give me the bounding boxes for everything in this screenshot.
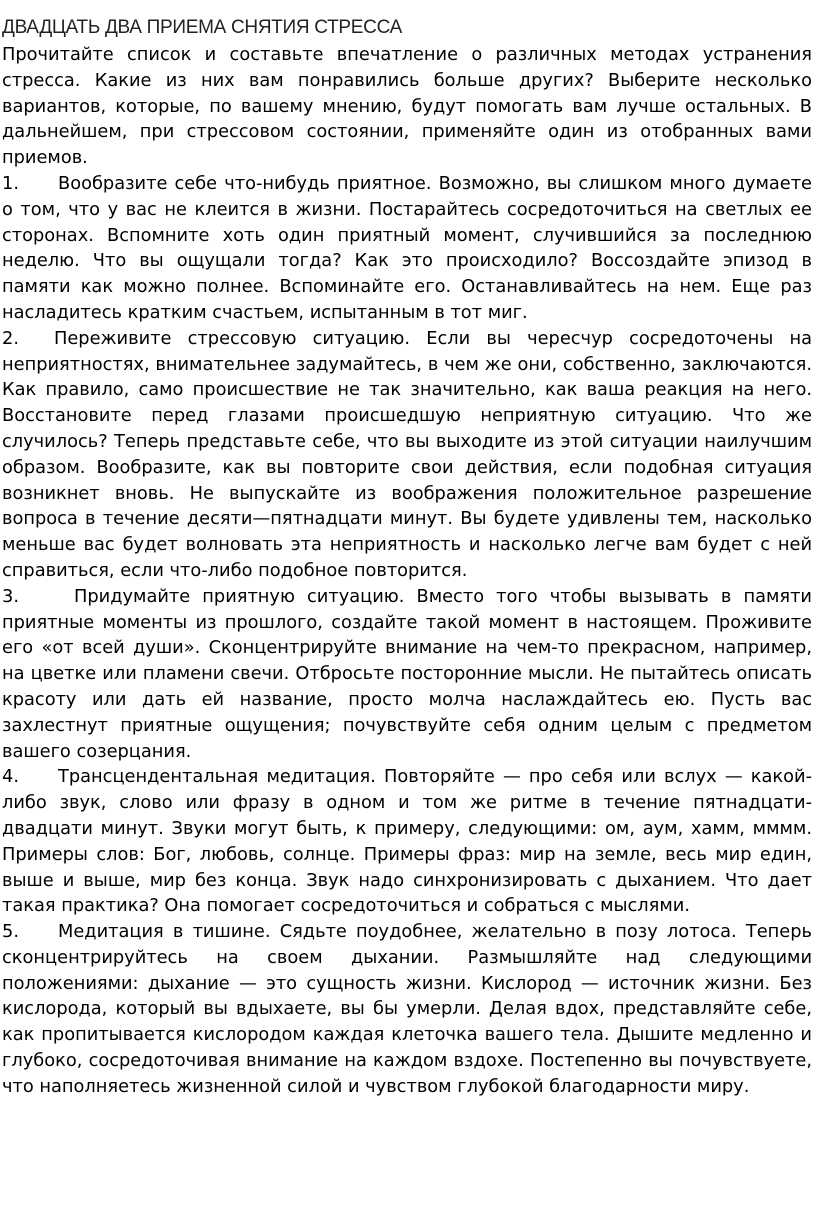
item-text: Трансцендентальная медитация. Повторяйте — про себя или вслух — какой-либо звук, слово или фразу в одном и том же ритме в течение пятнадцати- двадцати минут. Звуки могут быть, к примеру, следующими: ом, аум, хамм, мммм. Примеры слов: Бог, любовь, солнце. Примеры фраз: мир на земле, весь мир един, выше и выше, мир без конца. Звук надо синхронизировать с дыханием. Что дает такая практика? Она помогает сосредоточиться и собраться с мыслями.: [2, 766, 812, 917]
item-text: Медитация в тишине. Сядьте поудобнее, желательно в позу лотоса. Теперь сконцентрируйтесь на своем дыхании. Размышляйте над следующими положениями: дыхание — это сущность жизни. Кислород — источник жизни. Без кислорода, который вы вдыхаете, вы бы умерли. Делая вдох, представляйте себе, как пропитывается кислородом каждая клеточка вашего тела. Дышите медленно и глубоко, сосредоточивая внимание на каждом вздохе. Постепенно вы почувствуете, что наполняетесь жизненной силой и чувством глубокой благодарности миру.: [2, 921, 812, 1097]
list-item: [2, 584, 812, 765]
item-number: 4.: [2, 766, 19, 788]
item-number: 2.: [2, 327, 19, 349]
list-item: [2, 919, 812, 1100]
list-item: [2, 171, 812, 326]
document-title: ДВАДЦАТЬ ДВА ПРИЕМА СНЯТИЯ СТРЕССА: [2, 17, 402, 38]
list-item: [2, 326, 812, 584]
item-number: 1.: [2, 172, 19, 194]
intro-paragraph: Прочитайте список и составьте впечатление о различных методах устранения стресса. Какие из них вам понравились больше других? Выберите несколько вариантов, которые, по вашему мнению, будут помогать вам лучше остальных. В дальнейшем, при стрессовом состоянии, применяйте один из отобранных вами приемов.: [2, 44, 812, 169]
item-text: Вообразите себе что-нибудь приятное. Возможно, вы слишком много думаете о том, что у вас не клеится в жизни. Постарайтесь сосредоточиться на светлых ее сторонах. Вспомните хоть один приятный момент, случившийся за последнюю неделю. Что вы ощущали тогда? Как это происходило? Воссоздайте эпизод в памяти как можно полнее. Вспоминайте его. Останавливайтесь на нем. Еще раз насладитесь кратким счастьем, испытанным в тот миг.: [2, 172, 812, 323]
item-text: Переживите стрессовую ситуацию. Если вы чересчур сосредоточены на неприятностях, внимательнее задумайтесь, в чем же они, собственно, заключаются. Как правило, само происшествие не так значительно, как ваша реакция на него. Восстановите перед глазами происшедшую неприятную ситуацию. Что же случилось? Теперь представьте себе, что вы выходите из этой ситуации наилучшим образом. Вообразите, как вы повторите свои действия, если подобная ситуация возникнет вновь. Не выпускайте из воображения положительное разрешение вопроса в течение десяти—пятнадцати минут. Вы будете удивлены тем, насколько меньше вас будет волновать эта неприятность и насколько легче вам будет с ней справиться, если что-либо подобное повторится.: [2, 327, 812, 581]
item-text: Придумайте приятную ситуацию. Вместо того чтобы вызывать в памяти приятные моменты из прошлого, создайте такой момент в настоящем. Проживите его «от всей души». Сконцентрируйте внимание на чем-то прекрасном, например, на цветке или пламени свечи. Отбросьте посторонние мысли. Не пытайтесь описать красоту или дать ей название, просто молча наслаждайтесь ею. Пусть вас захлестнут приятные ощущения; почувствуйте себя одним целым с предметом вашего созерцания.: [2, 585, 812, 762]
item-number: 5.: [2, 921, 19, 943]
item-number: 3.: [2, 585, 19, 607]
list-item: [2, 764, 812, 919]
